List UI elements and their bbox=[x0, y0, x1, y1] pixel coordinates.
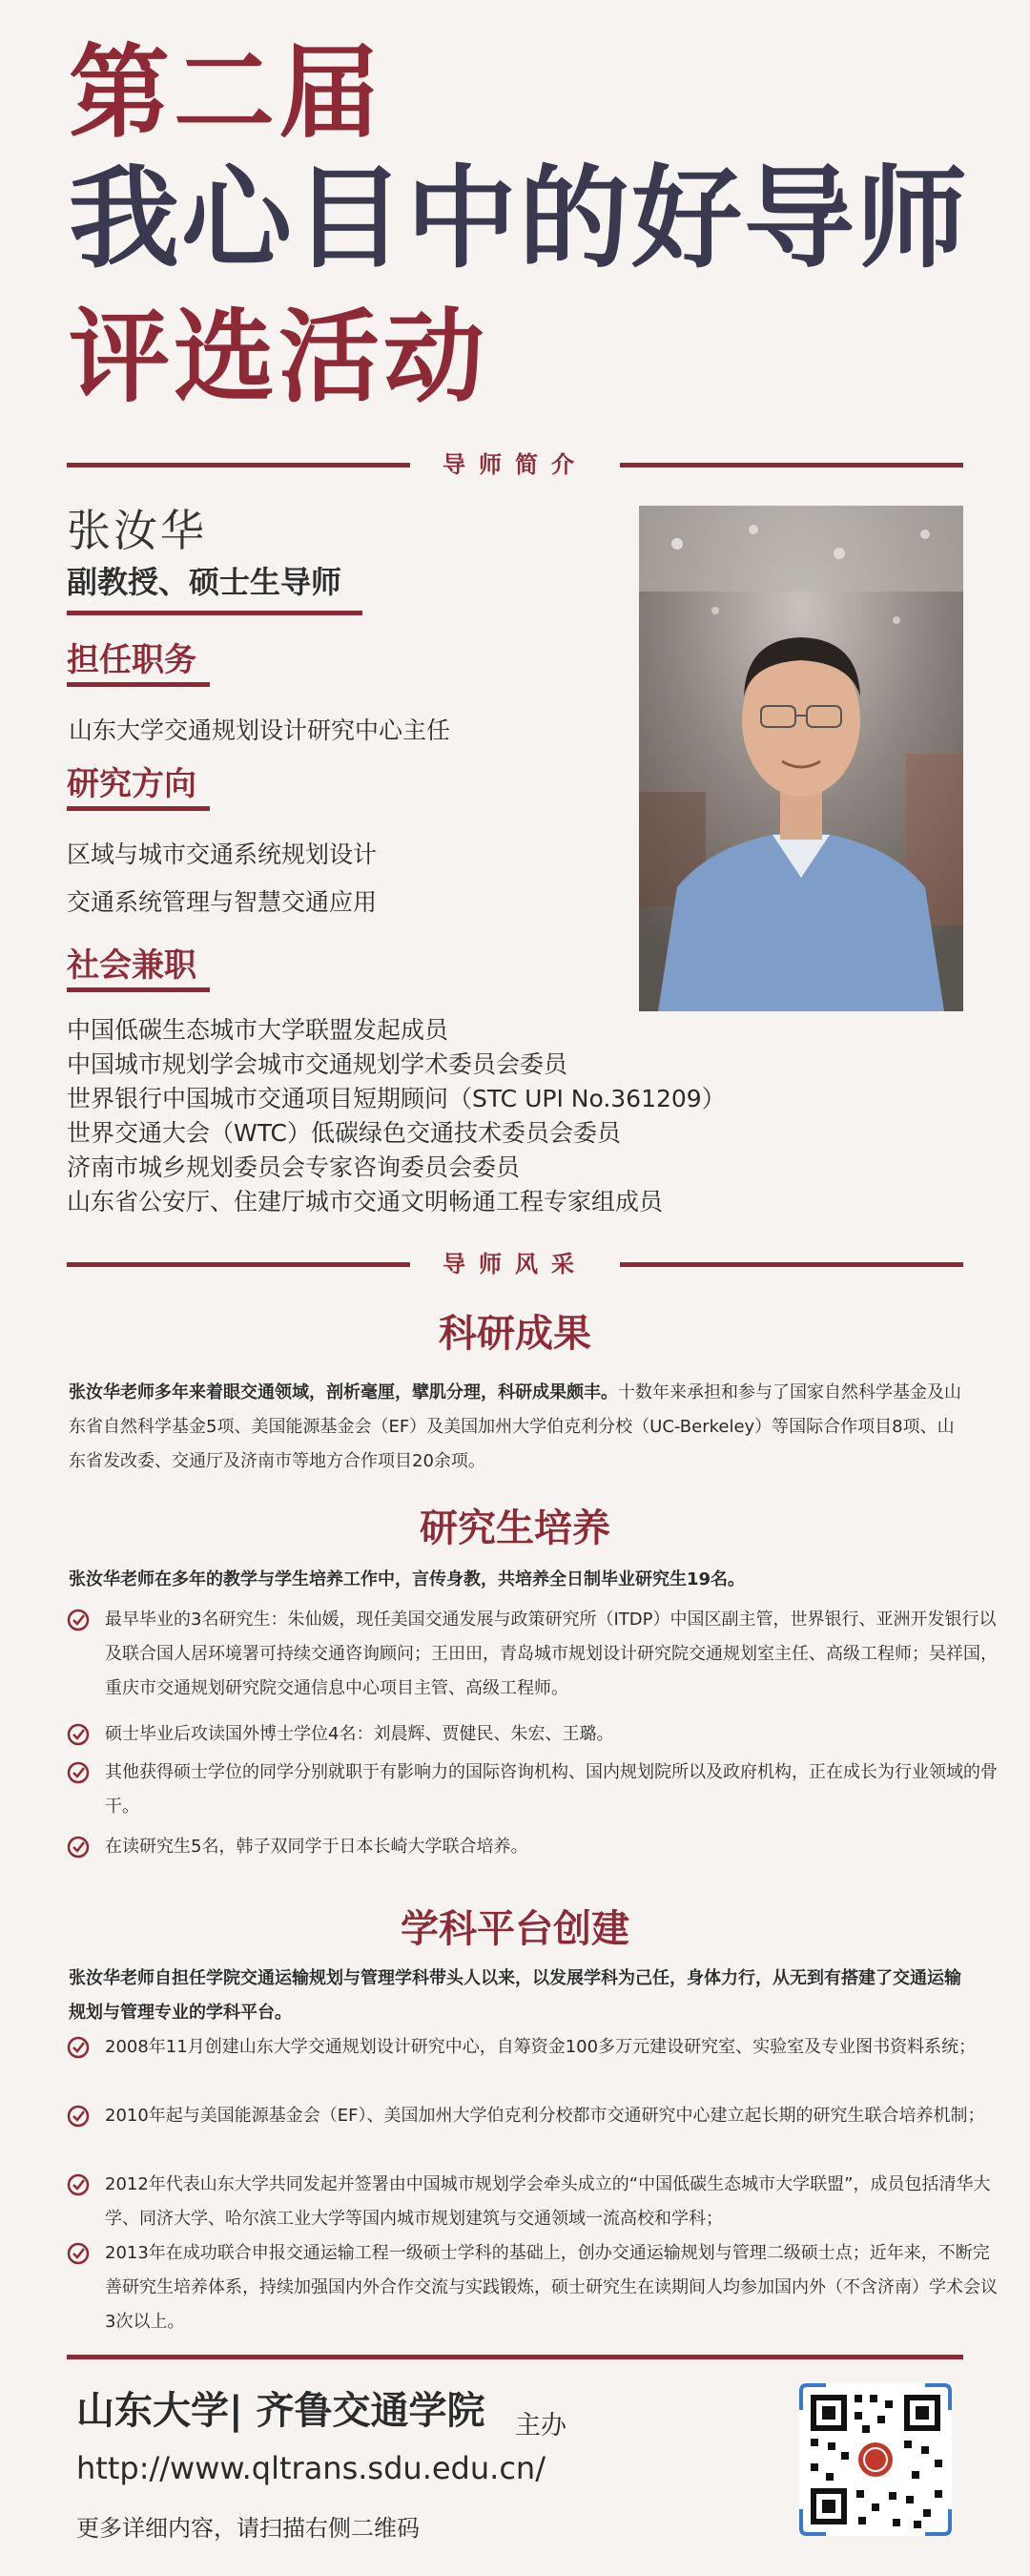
positions-underline bbox=[67, 682, 210, 687]
social-item: 中国低碳生态城市大学联盟发起成员 bbox=[67, 1016, 449, 1044]
list-item-text: 2010年起与美国能源基金会（EF）、美国加州大学伯克利分校都市交通研究中心建立起长期的研究生联合培养机制； bbox=[105, 2106, 985, 2126]
research-underline bbox=[67, 806, 210, 811]
footer-url[interactable]: http://www.qltrans.sdu.edu.cn/ bbox=[76, 2450, 546, 2486]
section-divider-style: 导师风采 bbox=[443, 1251, 587, 1278]
teacher-title: 副教授、硕士生导师 bbox=[67, 564, 342, 600]
graduate-heading: 研究生培养 bbox=[420, 1506, 610, 1550]
social-underline bbox=[67, 987, 210, 992]
divider-right bbox=[620, 463, 963, 467]
section-divider-intro: 导师简介 bbox=[443, 451, 587, 478]
position-item: 山东大学交通规划设计研究中心主任 bbox=[69, 717, 451, 744]
title-line-1: 第二届 bbox=[69, 34, 383, 152]
research-results-lead: 张汝华老师多年来着眼交通领域，剖析毫厘，擘肌分理，科研成果颇丰。 bbox=[69, 1382, 618, 1402]
social-item: 世界交通大会（WTC）低碳绿色交通技术委员会委员 bbox=[67, 1119, 621, 1147]
check-circle-icon bbox=[67, 1836, 90, 1859]
list-item bbox=[67, 2236, 1001, 2339]
check-circle-icon bbox=[67, 2105, 90, 2128]
list-item bbox=[67, 2099, 1001, 2133]
social-item: 中国城市规划学会城市交通规划学术委员会委员 bbox=[67, 1050, 568, 1078]
list-item-text: 其他获得硕士学位的同学分别就职于有影响力的国际咨询机构、国内规划院所以及政府机构，正在成长为行业领域的骨干。 bbox=[105, 1762, 998, 1817]
list-item-text: 2013年在成功联合申报交通运输工程一级硕士学科的基础上，创办交通运输规划与管理二级硕士点；近年来，不断完善研究生培养体系，持续加强国内外合作交流与实践锻炼，硕士研究生在读期间人均参加国内外（不含济南）学术会议3次以上。 bbox=[105, 2243, 998, 2332]
platform-heading: 学科平台创建 bbox=[401, 1907, 629, 1951]
research-results-heading: 科研成果 bbox=[439, 1312, 591, 1356]
list-item-text: 最早毕业的3名研究生：朱仙媛，现任美国交通发展与政策研究所（ITDP）中国区副主管，世界银行、亚洲开发银行以及联合国人居环境署可持续交通咨询顾问；王田田，青岛城市规划设计研究院交通规划室主任、高级工程师；吴祥国，重庆市交通规划研究院交通信息中心项目主管、高级工程师。 bbox=[105, 1610, 998, 1698]
check-circle-icon bbox=[67, 1761, 90, 1784]
list-item bbox=[67, 1830, 1001, 1864]
teacher-name: 张汝华 bbox=[67, 505, 207, 556]
list-item-text: 在读研究生5名，韩子双同学于日本长崎大学联合培养。 bbox=[105, 1837, 528, 1857]
list-item bbox=[67, 1717, 1001, 1752]
footer-host: 主办 bbox=[515, 2411, 566, 2441]
qr-code-icon[interactable] bbox=[799, 2383, 952, 2536]
footer-organization: 山东大学| 齐鲁交通学院 bbox=[76, 2389, 485, 2433]
social-item: 世界银行中国城市交通项目短期顾问（STC UPI No.361209） bbox=[67, 1085, 726, 1112]
list-item-text: 2012年代表山东大学共同发起并签署由中国城市规划学会牵头成立的“中国低碳生态城市大学联盟”，成员包括清华大学、同济大学、哈尔滨工业大学等国内城市规划建筑与交通领域一流高校和学科； bbox=[105, 2174, 991, 2229]
title-line-2: 我心目中的好导师 bbox=[69, 155, 969, 283]
list-item bbox=[67, 2030, 1001, 2065]
graduate-lead: 张汝华老师在多年的教学与学生培养工作中，言传身教，共培养全日制毕业研究生19名。 bbox=[69, 1569, 746, 1589]
positions-heading: 担任职务 bbox=[67, 641, 196, 679]
social-item: 济南市城乡规划委员会专家咨询委员会委员 bbox=[67, 1153, 521, 1181]
divider-right bbox=[620, 1262, 963, 1267]
check-circle-icon bbox=[67, 2036, 90, 2059]
social-item: 山东省公安厅、住建厅城市交通文明畅通工程专家组成员 bbox=[67, 1188, 664, 1215]
list-item bbox=[67, 1603, 1001, 1706]
divider-left bbox=[67, 463, 410, 467]
check-circle-icon bbox=[67, 1609, 90, 1631]
research-results-text bbox=[69, 1376, 965, 1479]
check-circle-icon bbox=[67, 2242, 90, 2265]
check-circle-icon bbox=[67, 1723, 90, 1746]
social-heading: 社会兼职 bbox=[67, 946, 196, 985]
list-item-text: 硕士毕业后攻读国外博士学位4名：刘晨辉、贾健民、朱宏、王璐。 bbox=[105, 1724, 614, 1744]
footer-more-info: 更多详细内容，请扫描右侧二维码 bbox=[76, 2515, 420, 2542]
footer-divider bbox=[67, 2355, 963, 2359]
platform-lead: 张汝华老师自担任学院交通运输规划与管理学科带头人以来，以发展学科为己任，身体力行，从无到有搭建了交通运输规划与管理专业的学科平台。 bbox=[69, 1968, 961, 2023]
check-circle-icon bbox=[67, 2173, 90, 2196]
research-heading: 研究方向 bbox=[67, 765, 196, 803]
title-line-3: 评选活动 bbox=[69, 299, 488, 416]
research-item: 区域与城市交通系统规划设计 bbox=[67, 841, 378, 868]
research-item: 交通系统管理与智慧交通应用 bbox=[67, 888, 378, 916]
teacher-photo bbox=[639, 506, 963, 1011]
list-item-text: 2008年11月创建山东大学交通规划设计研究中心，自筹资金100多万元建设研究室、实验室及专业图书资料系统； bbox=[105, 2037, 977, 2057]
divider-left bbox=[67, 1262, 410, 1267]
list-item bbox=[67, 2168, 1001, 2236]
research-results-body: 十数年来承担和参与了国家自然科学基金及山东省自然科学基金5项、美国能源基金会（EF）及美国加州大学伯克利分校（UC-Berkeley）等国际合作项目8项、山东省发改委、交通厅及济南市等地方合作项目20余项。 bbox=[69, 1382, 961, 1471]
title-underline bbox=[67, 611, 362, 615]
list-item bbox=[67, 1755, 1001, 1824]
